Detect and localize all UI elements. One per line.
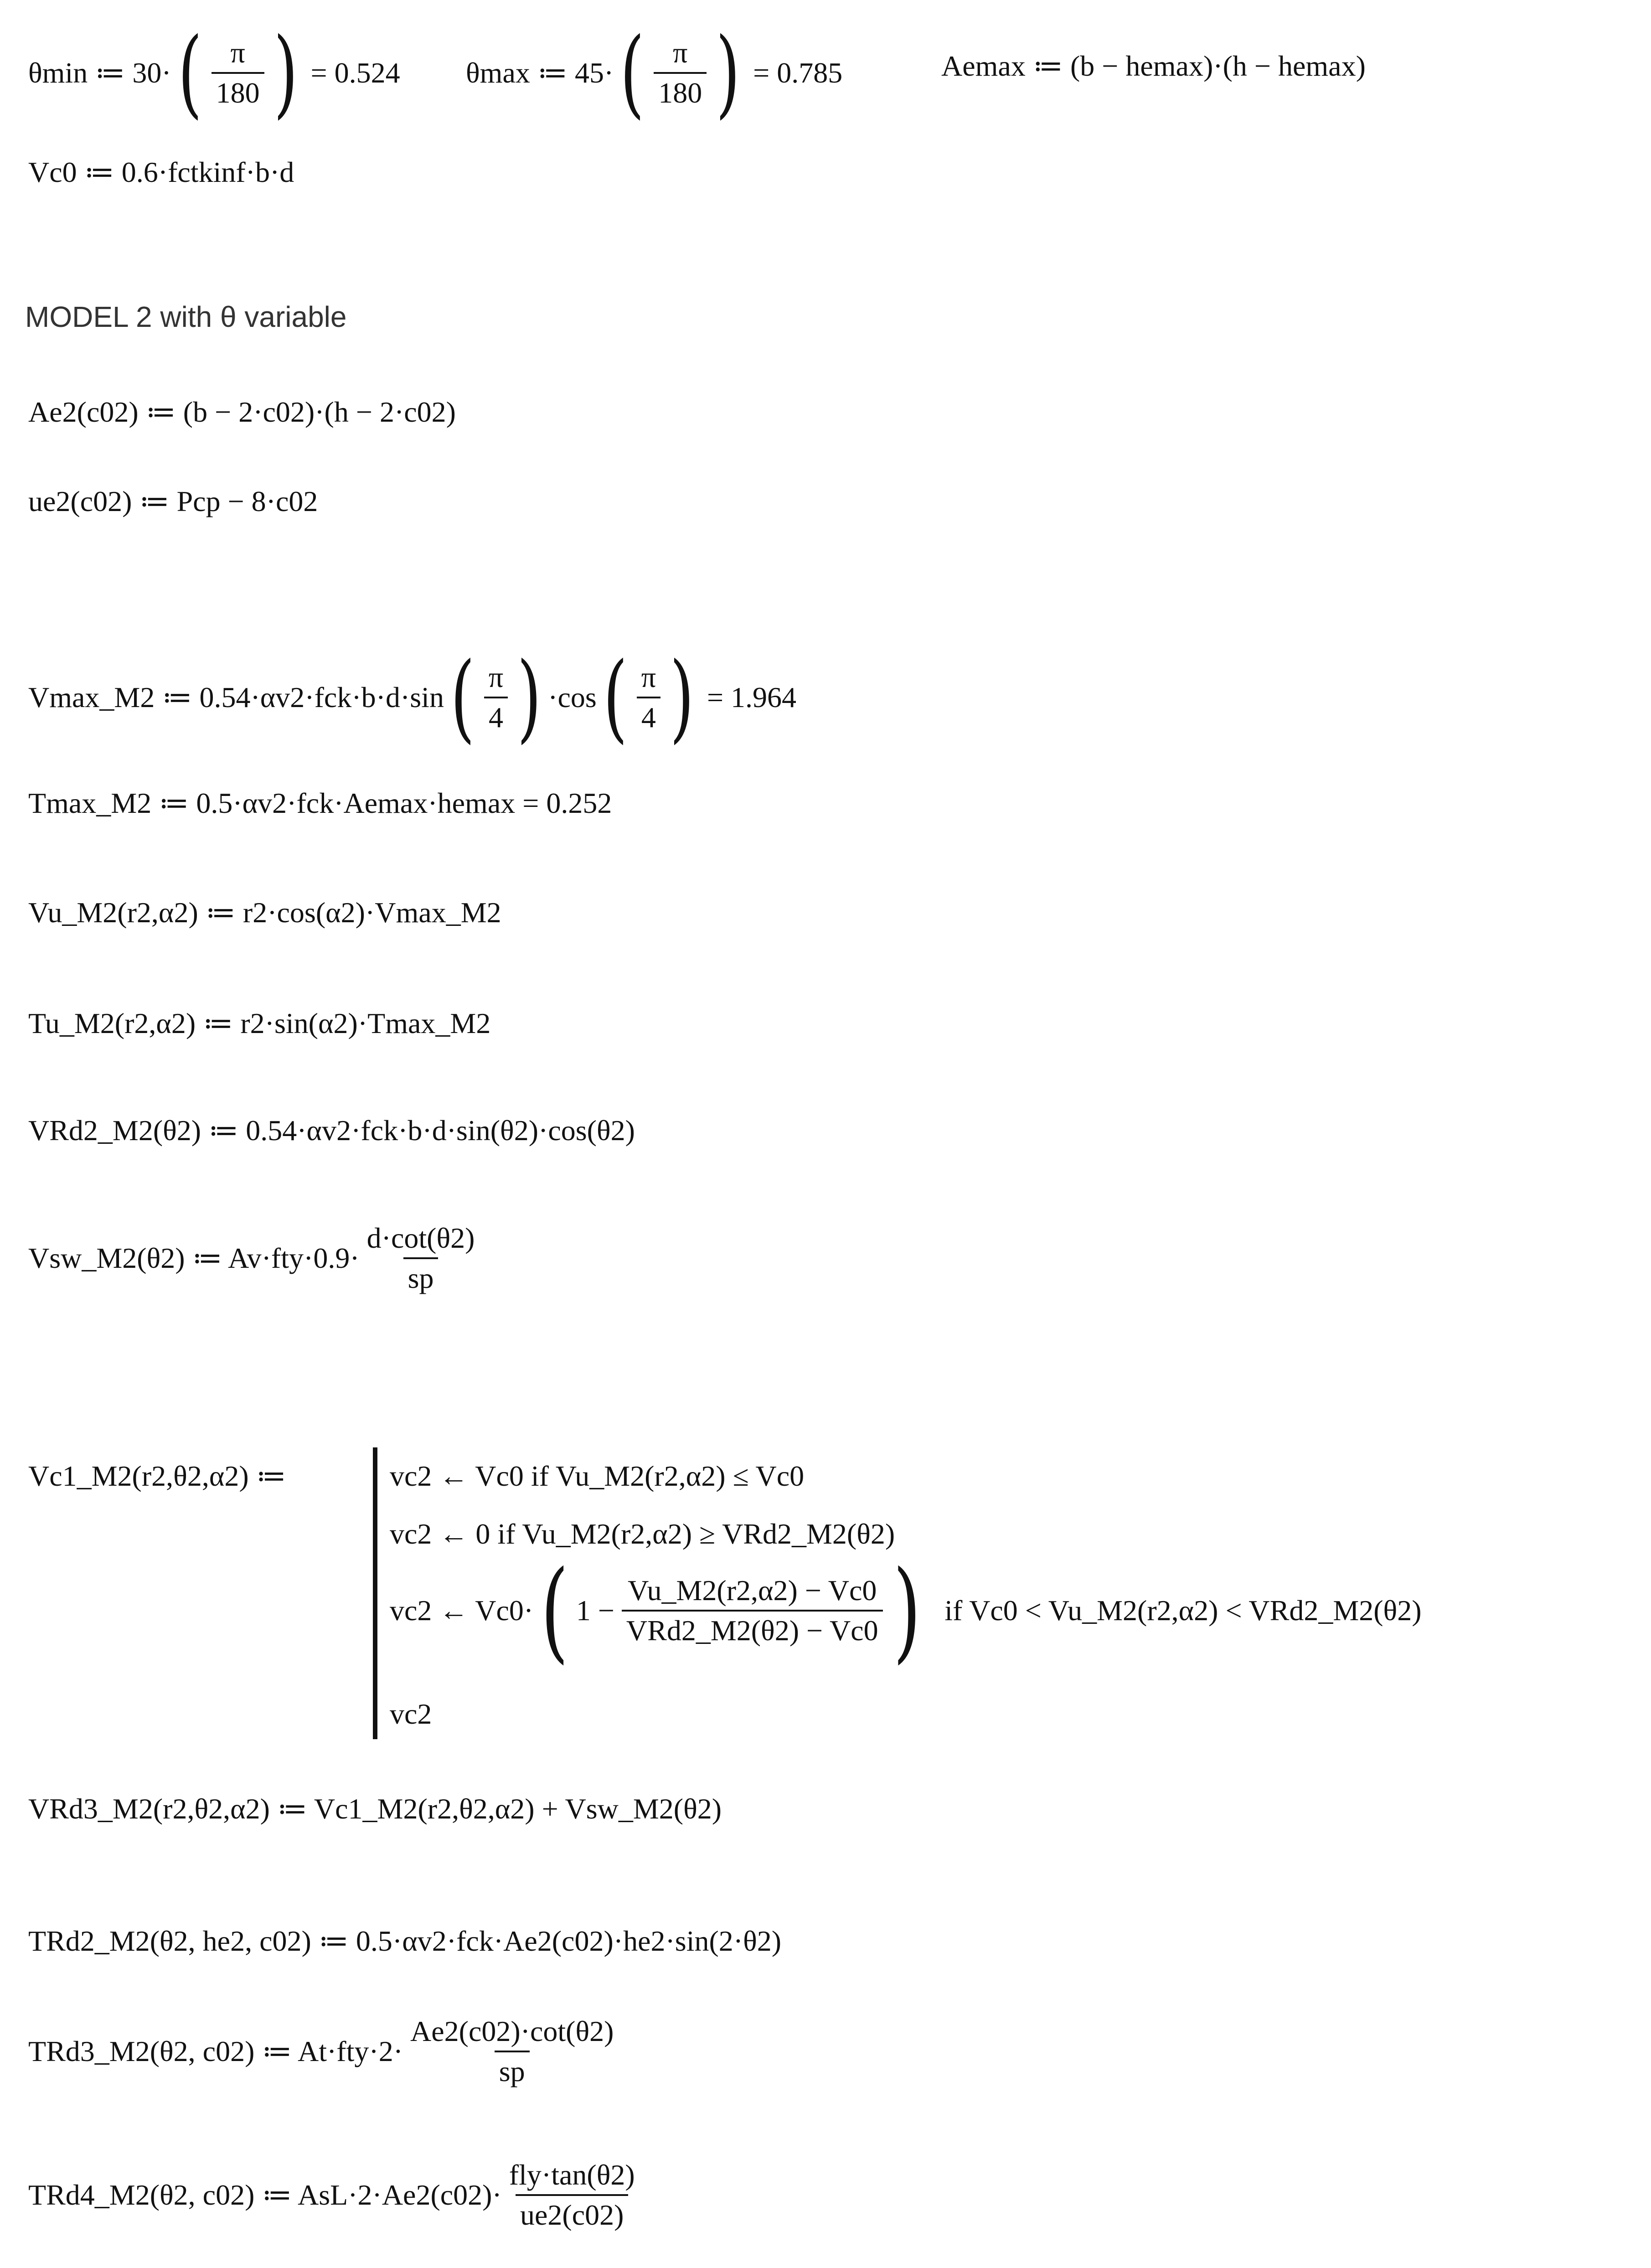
pi-over-4-fraction xyxy=(484,663,508,732)
fraction-denominator: 4 xyxy=(637,697,660,732)
fraction-denominator: 4 xyxy=(484,697,508,732)
cos-label: ·cos xyxy=(548,681,597,713)
vrd2-expression: VRd2_M2(θ2) ≔ 0.54·αv2·fck·b·d·sin(θ2)·cos(θ2) xyxy=(28,1114,635,1147)
theta-max-lhs: θmax ≔ 45· xyxy=(466,57,614,89)
theta-min-lhs: θmin ≔ 30· xyxy=(28,57,171,89)
fraction-denominator: VRd2_M2(θ2) − Vc0 xyxy=(622,1610,883,1645)
vc1-line-3 xyxy=(390,1547,1422,1674)
vc1-line3-one: 1 − xyxy=(576,1594,614,1627)
ue2-expression: ue2(c02) ≔ Pcp − 8·c02 xyxy=(28,485,318,517)
pi-over-4-fraction xyxy=(637,663,660,732)
theta-min-expression xyxy=(28,17,400,129)
fraction-denominator: sp xyxy=(403,1257,439,1293)
fraction-numerator: π xyxy=(230,36,245,69)
fraction-denominator: sp xyxy=(495,2051,530,2086)
vc1-lhs: Vc1_M2(r2,θ2,α2) ≔ xyxy=(28,1460,286,1492)
right-paren: ) xyxy=(716,17,740,129)
trd4-expression xyxy=(28,2149,642,2241)
left-paren: ( xyxy=(177,17,202,129)
ae2-expression: Ae2(c02) ≔ (b − 2·c02)·(h − 2·c02) xyxy=(28,396,456,428)
vmax-lhs: Vmax_M2 ≔ 0.54·αv2·fck·b·d·sin xyxy=(28,681,444,713)
fraction-numerator: Ae2(c02)·cot(θ2) xyxy=(410,2015,614,2047)
vmax-result: = 1.964 xyxy=(707,681,797,713)
vc1-line-4: vc2 xyxy=(390,1698,432,1730)
theta-max-result: = 0.785 xyxy=(753,57,843,89)
right-paren: ) xyxy=(273,17,298,129)
program-bracket xyxy=(373,1447,377,1739)
vu-expression: Vu_M2(r2,α2) ≔ r2·cos(α2)·Vmax_M2 xyxy=(28,896,501,929)
fraction-numerator: d·cot(θ2) xyxy=(366,1222,475,1254)
vc1-line3-condition: if Vc0 < Vu_M2(r2,α2) < VRd2_M2(θ2) xyxy=(944,1594,1422,1627)
fraction-denominator: 180 xyxy=(654,72,707,108)
section-heading: MODEL 2 with θ variable xyxy=(25,300,347,333)
left-paren: ( xyxy=(541,1547,569,1674)
vc1-line-2: vc2 ← 0 if Vu_M2(r2,α2) ≥ VRd2_M2(θ2) xyxy=(390,1518,895,1550)
vsw-fraction xyxy=(362,1224,480,1293)
fraction-numerator: π xyxy=(641,661,656,693)
fraction-numerator: fly·tan(θ2) xyxy=(509,2159,635,2191)
left-paren: ( xyxy=(620,17,645,129)
theta-min-result: = 0.524 xyxy=(310,57,400,89)
vmax-expression xyxy=(28,641,797,753)
tmax-expression: Tmax_M2 ≔ 0.5·αv2·fck·Aemax·hemax = 0.252 xyxy=(28,787,612,819)
trd2-expression: TRd2_M2(θ2, he2, c02) ≔ 0.5·αv2·fck·Ae2(c02)·he2·sin(2·θ2) xyxy=(28,1925,782,1957)
theta-max-expression xyxy=(466,17,843,129)
right-paren: ) xyxy=(893,1547,921,1674)
fraction-denominator: 180 xyxy=(212,72,264,108)
vc1-line-1: vc2 ← Vc0 if Vu_M2(r2,α2) ≤ Vc0 xyxy=(390,1460,805,1492)
trd3-lhs: TRd3_M2(θ2, c02) ≔ At·fty·2· xyxy=(28,2035,403,2067)
pi-over-180-fraction xyxy=(212,38,264,108)
right-paren: ) xyxy=(670,641,694,753)
fraction-numerator: π xyxy=(488,661,504,693)
vc1-line3-pre: vc2 ← Vc0· xyxy=(390,1594,534,1627)
vrd3-expression: VRd3_M2(r2,θ2,α2) ≔ Vc1_M2(r2,θ2,α2) + Vsw_M2(θ2) xyxy=(28,1793,722,1825)
left-paren: ( xyxy=(603,641,628,753)
vsw-lhs: Vsw_M2(θ2) ≔ Av·fty·0.9· xyxy=(28,1242,360,1274)
right-paren: ) xyxy=(517,641,542,753)
trd3-fraction xyxy=(406,2017,618,2086)
trd3-expression xyxy=(28,2006,621,2097)
trd4-fraction xyxy=(505,2160,640,2230)
tu-expression: Tu_M2(r2,α2) ≔ r2·sin(α2)·Tmax_M2 xyxy=(28,1007,491,1039)
fraction-numerator: π xyxy=(673,36,688,69)
vsw-expression xyxy=(28,1213,482,1304)
aemax-expression: Aemax ≔ (b − hemax)·(h − hemax) xyxy=(941,50,1366,82)
trd4-lhs: TRd4_M2(θ2, c02) ≔ AsL·2·Ae2(c02)· xyxy=(28,2179,502,2211)
fraction-denominator: ue2(c02) xyxy=(516,2194,628,2230)
vc1-line3-fraction xyxy=(622,1576,883,1645)
fraction-numerator: Vu_M2(r2,α2) − Vc0 xyxy=(628,1574,877,1607)
vc0-expression: Vc0 ≔ 0.6·fctkinf·b·d xyxy=(28,156,294,188)
left-paren: ( xyxy=(450,641,475,753)
pi-over-180-fraction xyxy=(654,38,707,108)
